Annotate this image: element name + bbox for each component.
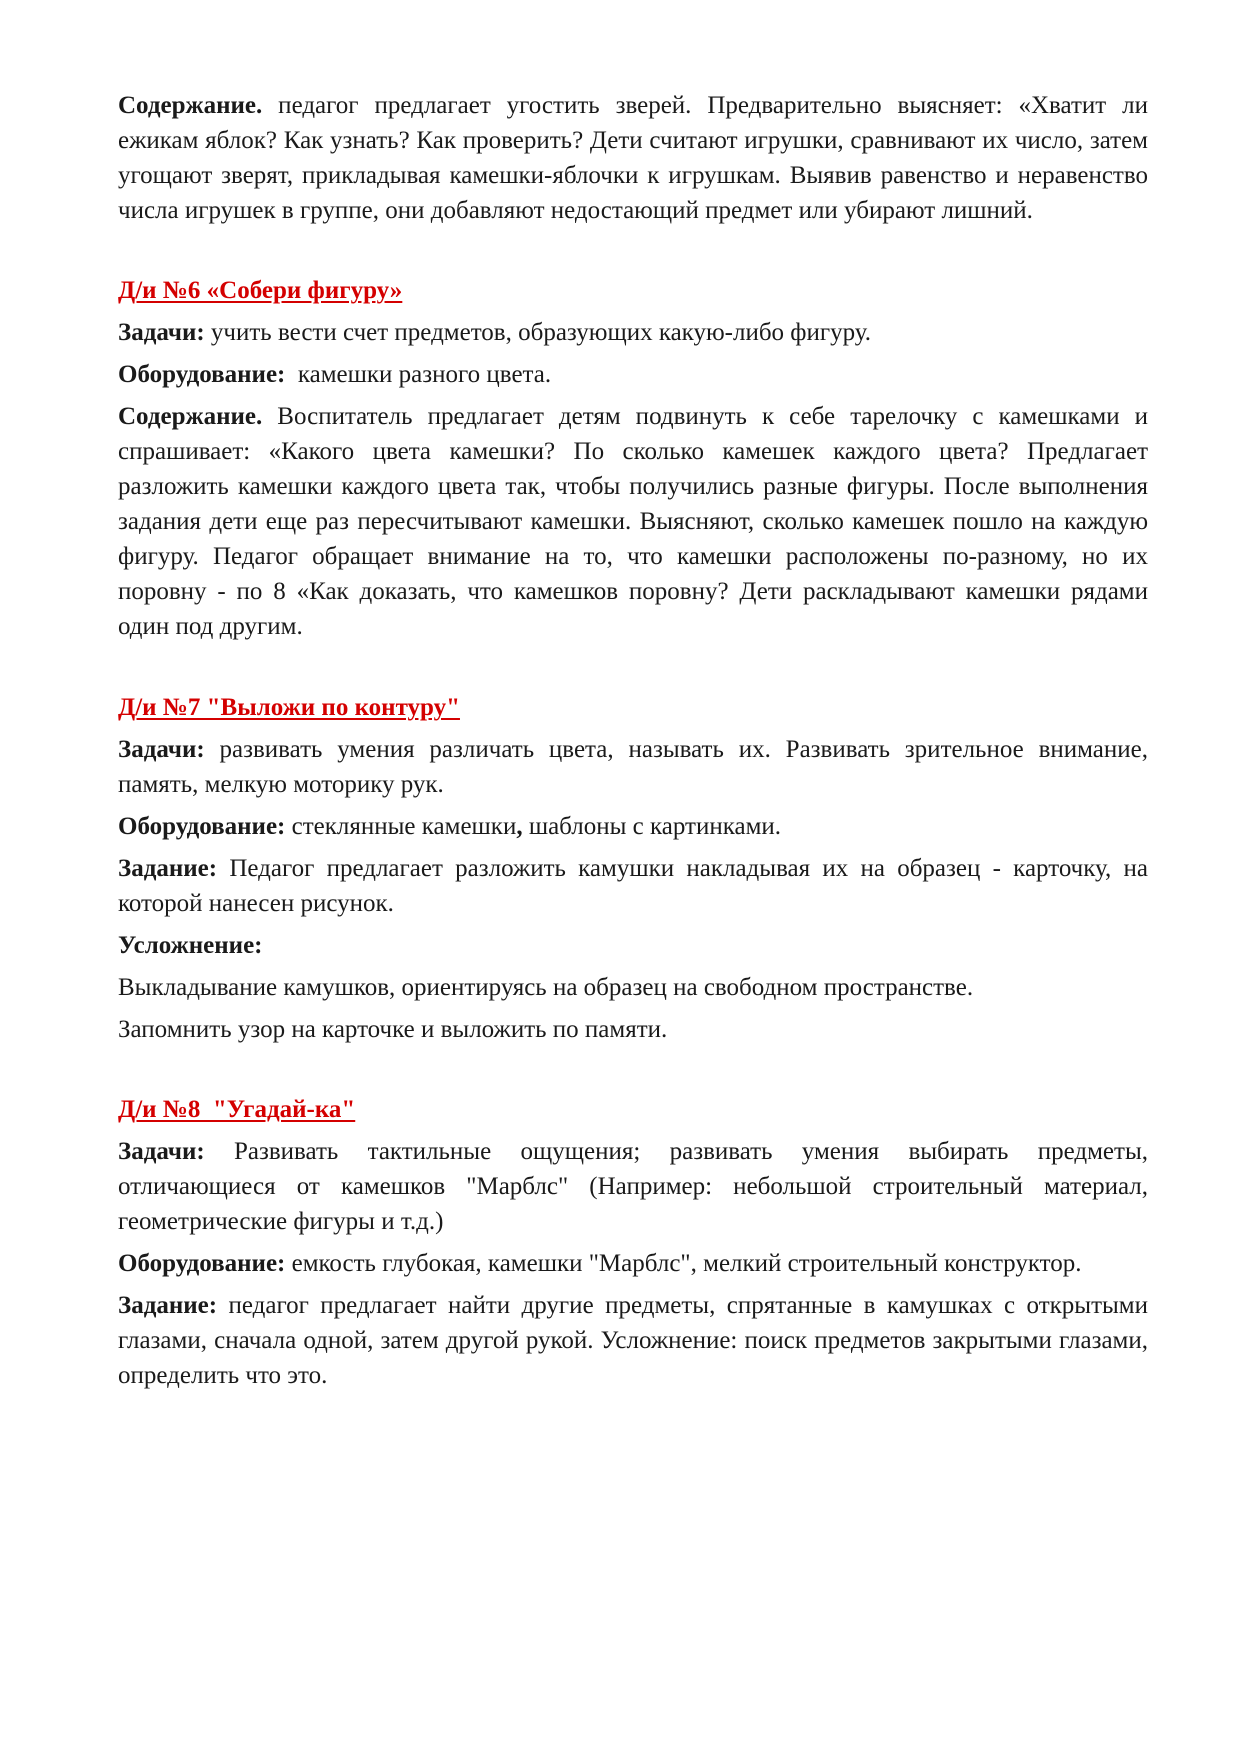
game7-title: Д/и №7 "Выложи по контуру" [118, 694, 460, 721]
game6-tasks [118, 315, 1148, 350]
task-text: педагог предлагает найти другие предметы, спрятанные в камушках с открытыми глазами, сначала одной, затем другой рукой. Усложнение: поиск предметов закрытыми глазами, определить что это. [118, 1292, 1148, 1389]
equipment-comma: , [516, 813, 523, 840]
tasks-label: Задачи: [118, 319, 205, 346]
task-label: Задание: [118, 855, 218, 882]
game8-title: Д/и №8 "Угадай-ка" [118, 1096, 356, 1123]
equipment-label: Оборудование: [118, 361, 286, 388]
content-text: Воспитатель предлагает детям подвинуть к себе тарелочку с камешками и спрашивает: «Какого цвета камешки? По сколько камешек каждого цвета? Предлагает разложить камешки каждого цвета так, чтобы получились разные фигуры. После выполнения задания дети еще раз пересчитывают камешки. Выясняют, сколько камешек пошло на каждую фигуру. Педагог обращает внимание на то, что камешки расположены по-разному, но их поровну - по 8 «Как доказать, что камешков поровну? Дети раскладывают камешки рядами один под другим. [118, 403, 1148, 640]
equipment-label: Оборудование: [118, 1250, 286, 1277]
content-label: Содержание. [118, 92, 263, 119]
task-text: Педагог предлагает разложить камушки накладывая их на образец - карточку, на которой нанесен рисунок. [118, 855, 1148, 917]
game8-equipment [118, 1246, 1148, 1281]
intro-paragraph [118, 88, 1148, 228]
game6-content [118, 399, 1148, 644]
game7-complication-label [118, 928, 1148, 963]
game6-title: Д/и №6 «Собери фигуру» [118, 277, 403, 304]
game6-equipment [118, 357, 1148, 392]
complication-label: Усложнение: [118, 932, 263, 959]
game7-complication-1: Выкладывание камушков, ориентируясь на образец на свободном пространстве. [118, 974, 974, 1001]
equipment-text-2: шаблоны с картинками. [522, 813, 782, 840]
equipment-label: Оборудование: [118, 813, 286, 840]
content-label: Содержание. [118, 403, 263, 430]
tasks-text: развивать умения различать цвета, называть их. Развивать зрительное внимание, память, мелкую моторику рук. [118, 736, 1148, 798]
document-page [118, 88, 1148, 1400]
game8-task [118, 1288, 1148, 1393]
equipment-text: стеклянные камешки [285, 813, 517, 840]
game7-task [118, 851, 1148, 921]
equipment-text: камешки разного цвета. [285, 361, 552, 388]
content-text: педагог предлагает угостить зверей. Предварительно выясняет: «Хватит ли ежикам яблок? Как узнать? Как проверить? Дети считают игрушки, сравнивают их число, затем угощают зверят, прикладывая камешки-яблочки к игрушкам. Выявив равенство и неравенство числа игрушек в группе, они добавляют недостающий предмет или убирают лишний. [118, 92, 1148, 224]
tasks-text: Развивать тактильные ощущения; развивать умения выбирать предметы, отличающиеся от камешков "Марблс" (Например: небольшой строительный материал, геометрические фигуры и т.д.) [118, 1138, 1148, 1235]
game7-tasks [118, 732, 1148, 802]
tasks-label: Задачи: [118, 736, 205, 763]
game7-complication-2: Запомнить узор на карточке и выложить по памяти. [118, 1016, 668, 1043]
tasks-label: Задачи: [118, 1138, 205, 1165]
task-label: Задание: [118, 1292, 218, 1319]
game8-tasks [118, 1134, 1148, 1239]
equipment-text: емкость глубокая, камешки "Марблс", мелкий строительный конструктор. [285, 1250, 1082, 1277]
tasks-text: учить вести счет предметов, образующих какую-либо фигуру. [204, 319, 872, 346]
game7-equipment [118, 809, 1148, 844]
